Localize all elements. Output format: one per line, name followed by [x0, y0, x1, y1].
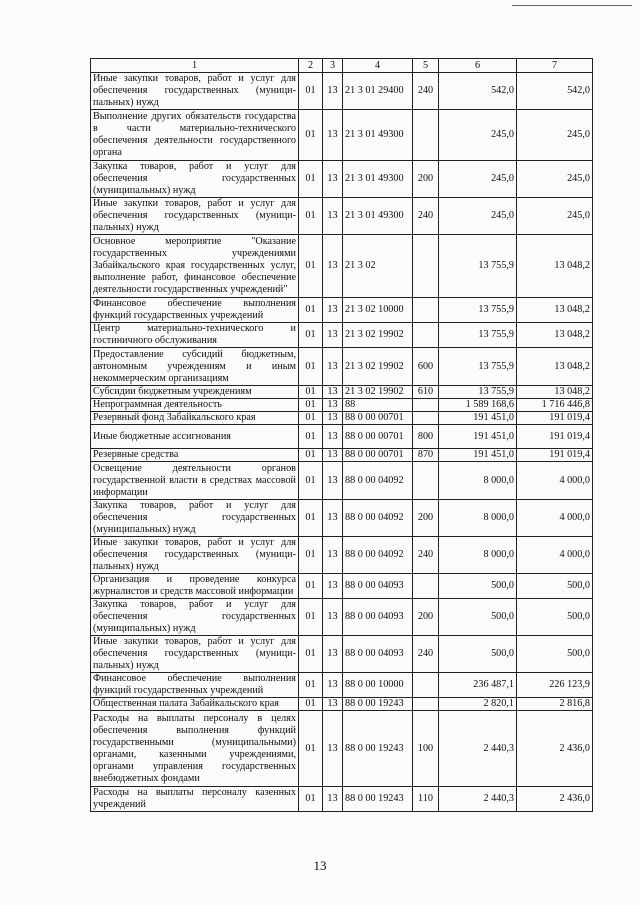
subsection-code-cell: 13	[323, 73, 343, 110]
amount-year1-cell: 500,0	[439, 599, 517, 636]
expense-type-cell	[413, 399, 439, 412]
target-article-cell: 88 0 00 04093	[343, 636, 413, 673]
target-article-cell: 88 0 00 19243	[343, 787, 413, 812]
table-header-row	[91, 59, 593, 73]
table-row	[91, 537, 593, 574]
section-code-cell: 01	[299, 462, 323, 500]
amount-year1-cell: 500,0	[439, 574, 517, 599]
target-article-cell: 88 0 00 00701	[343, 425, 413, 449]
expense-type-cell: 800	[413, 425, 439, 449]
amount-year1-cell: 191 451,0	[439, 425, 517, 449]
amount-year1-cell: 8 000,0	[439, 537, 517, 574]
amount-year1-cell: 191 451,0	[439, 412, 517, 425]
row-name-cell: Иные закупки товаров, работ и услуг для обеспечения государственных (муници-пальных) нужд	[91, 636, 299, 673]
header-cell: 1	[91, 59, 299, 73]
target-article-cell: 88 0 00 19243	[343, 711, 413, 787]
amount-year1-cell: 8 000,0	[439, 500, 517, 537]
amount-year1-cell: 245,0	[439, 198, 517, 235]
header-cell: 4	[343, 59, 413, 73]
amount-year1-cell: 542,0	[439, 73, 517, 110]
expense-type-cell: 200	[413, 161, 439, 198]
row-name-cell: Общественная палата Забайкальского края	[91, 698, 299, 711]
row-name-cell: Центр материально-технического и гостиничного обслуживания	[91, 323, 299, 348]
subsection-code-cell: 13	[323, 787, 343, 812]
table-row	[91, 298, 593, 323]
table-row	[91, 599, 593, 636]
target-article-cell: 21 3 02 19902	[343, 348, 413, 386]
section-code-cell: 01	[299, 161, 323, 198]
section-code-cell: 01	[299, 73, 323, 110]
target-article-cell: 21 3 02	[343, 235, 413, 298]
row-name-cell: Иные закупки товаров, работ и услуг для обеспечения государственных (муници-пальных) нужд	[91, 537, 299, 574]
subsection-code-cell: 13	[323, 298, 343, 323]
amount-year1-cell: 13 755,9	[439, 298, 517, 323]
subsection-code-cell: 13	[323, 235, 343, 298]
section-code-cell: 01	[299, 298, 323, 323]
expense-type-cell: 200	[413, 599, 439, 636]
amount-year2-cell: 4 000,0	[517, 500, 593, 537]
expense-type-cell	[413, 462, 439, 500]
expense-type-cell	[413, 673, 439, 698]
row-name-cell: Расходы на выплаты персоналу казенных учреждений	[91, 787, 299, 812]
expense-type-cell	[413, 412, 439, 425]
section-code-cell: 01	[299, 673, 323, 698]
table-row	[91, 673, 593, 698]
amount-year2-cell: 191 019,4	[517, 412, 593, 425]
amount-year2-cell: 2 436,0	[517, 787, 593, 812]
section-code-cell: 01	[299, 599, 323, 636]
amount-year1-cell: 1 589 168,6	[439, 399, 517, 412]
expense-type-cell: 870	[413, 449, 439, 462]
section-code-cell: 01	[299, 636, 323, 673]
amount-year1-cell: 13 755,9	[439, 323, 517, 348]
target-article-cell: 21 3 02 19902	[343, 323, 413, 348]
expense-type-cell: 240	[413, 198, 439, 235]
amount-year1-cell: 191 451,0	[439, 449, 517, 462]
table-row	[91, 711, 593, 787]
expense-type-cell	[413, 235, 439, 298]
amount-year2-cell: 226 123,9	[517, 673, 593, 698]
table-row	[91, 323, 593, 348]
row-name-cell: Субсидии бюджетным учреждениям	[91, 386, 299, 399]
budget-table	[90, 58, 593, 812]
amount-year1-cell: 2 440,3	[439, 787, 517, 812]
table-row	[91, 412, 593, 425]
section-code-cell: 01	[299, 574, 323, 599]
page-number: 13	[313, 858, 327, 873]
subsection-code-cell: 13	[323, 599, 343, 636]
row-name-cell: Основное мероприятие "Оказание государственных учреждениями Забайкальского края государственных услуг, выполнение работ, финансовое обеспечение деятельности государственных учреждений"	[91, 235, 299, 298]
section-code-cell: 01	[299, 386, 323, 399]
amount-year1-cell: 2 820,1	[439, 698, 517, 711]
target-article-cell: 88	[343, 399, 413, 412]
section-code-cell: 01	[299, 449, 323, 462]
target-article-cell: 21 3 01 29400	[343, 73, 413, 110]
section-code-cell: 01	[299, 500, 323, 537]
subsection-code-cell: 13	[323, 110, 343, 161]
section-code-cell: 01	[299, 711, 323, 787]
expense-type-cell: 100	[413, 711, 439, 787]
table-row	[91, 636, 593, 673]
expense-type-cell: 240	[413, 636, 439, 673]
target-article-cell: 88 0 00 04092	[343, 500, 413, 537]
target-article-cell: 88 0 00 04092	[343, 537, 413, 574]
subsection-code-cell: 13	[323, 673, 343, 698]
amount-year1-cell: 13 755,9	[439, 348, 517, 386]
target-article-cell: 21 3 02 10000	[343, 298, 413, 323]
expense-type-cell	[413, 298, 439, 323]
subsection-code-cell: 13	[323, 412, 343, 425]
target-article-cell: 88 0 00 04093	[343, 599, 413, 636]
section-code-cell: 01	[299, 235, 323, 298]
amount-year2-cell: 191 019,4	[517, 425, 593, 449]
table-row	[91, 698, 593, 711]
target-article-cell: 88 0 00 04092	[343, 462, 413, 500]
section-code-cell: 01	[299, 323, 323, 348]
expense-type-cell: 200	[413, 500, 439, 537]
amount-year2-cell: 500,0	[517, 599, 593, 636]
amount-year1-cell: 13 755,9	[439, 386, 517, 399]
table-row	[91, 161, 593, 198]
amount-year2-cell: 542,0	[517, 73, 593, 110]
expense-type-cell	[413, 574, 439, 599]
row-name-cell: Закупка товаров, работ и услуг для обеспечения государственных (муниципальных) нужд	[91, 500, 299, 537]
section-code-cell: 01	[299, 198, 323, 235]
amount-year2-cell: 500,0	[517, 636, 593, 673]
header-cell: 3	[323, 59, 343, 73]
table-row	[91, 500, 593, 537]
amount-year2-cell: 1 716 446,8	[517, 399, 593, 412]
header-cell: 6	[439, 59, 517, 73]
subsection-code-cell: 13	[323, 698, 343, 711]
subsection-code-cell: 13	[323, 711, 343, 787]
section-code-cell: 01	[299, 110, 323, 161]
expense-type-cell: 600	[413, 348, 439, 386]
row-name-cell: Организация и проведение конкурса журналистов и средств массовой информации	[91, 574, 299, 599]
table-row	[91, 449, 593, 462]
table-row	[91, 574, 593, 599]
row-name-cell: Иные закупки товаров, работ и услуг для обеспечения государственных (муници-пальных) нужд	[91, 73, 299, 110]
amount-year2-cell: 245,0	[517, 110, 593, 161]
subsection-code-cell: 13	[323, 574, 343, 599]
row-name-cell: Иные бюджетные ассигнования	[91, 425, 299, 449]
header-cell: 2	[299, 59, 323, 73]
expense-type-cell: 240	[413, 537, 439, 574]
row-name-cell: Освещение деятельности органов государственной власти в средствах массовой информации	[91, 462, 299, 500]
subsection-code-cell: 13	[323, 386, 343, 399]
amount-year2-cell: 13 048,2	[517, 348, 593, 386]
table-row	[91, 386, 593, 399]
amount-year1-cell: 8 000,0	[439, 462, 517, 500]
subsection-code-cell: 13	[323, 161, 343, 198]
row-name-cell: Закупка товаров, работ и услуг для обеспечения государственных (муниципальных) нужд	[91, 161, 299, 198]
amount-year2-cell: 191 019,4	[517, 449, 593, 462]
row-name-cell: Финансовое обеспечение выполнения функций государственных учреждений	[91, 673, 299, 698]
amount-year1-cell: 245,0	[439, 161, 517, 198]
table-row	[91, 787, 593, 812]
header-cell: 7	[517, 59, 593, 73]
subsection-code-cell: 13	[323, 198, 343, 235]
table-row	[91, 399, 593, 412]
row-name-cell: Финансовое обеспечение выполнения функций государственных учреждений	[91, 298, 299, 323]
section-code-cell: 01	[299, 425, 323, 449]
target-article-cell: 21 3 01 49300	[343, 161, 413, 198]
section-code-cell: 01	[299, 399, 323, 412]
target-article-cell: 88 0 00 00701	[343, 412, 413, 425]
target-article-cell: 21 3 01 49300	[343, 198, 413, 235]
subsection-code-cell: 13	[323, 323, 343, 348]
amount-year2-cell: 245,0	[517, 198, 593, 235]
table-row	[91, 198, 593, 235]
target-article-cell: 88 0 00 10000	[343, 673, 413, 698]
amount-year2-cell: 500,0	[517, 574, 593, 599]
subsection-code-cell: 13	[323, 537, 343, 574]
target-article-cell: 88 0 00 04093	[343, 574, 413, 599]
amount-year2-cell: 245,0	[517, 161, 593, 198]
amount-year1-cell: 500,0	[439, 636, 517, 673]
table-row	[91, 110, 593, 161]
table-row	[91, 73, 593, 110]
expense-type-cell: 110	[413, 787, 439, 812]
row-name-cell: Иные закупки товаров, работ и услуг для обеспечения государственных (муници-пальных) нужд	[91, 198, 299, 235]
header-cell: 5	[413, 59, 439, 73]
amount-year2-cell: 2 436,0	[517, 711, 593, 787]
row-name-cell: Выполнение других обязательств государства в части материально-технического обеспечения деятельности государственного органа	[91, 110, 299, 161]
expense-type-cell	[413, 698, 439, 711]
amount-year1-cell: 236 487,1	[439, 673, 517, 698]
subsection-code-cell: 13	[323, 425, 343, 449]
section-code-cell: 01	[299, 537, 323, 574]
target-article-cell: 21 3 02 19902	[343, 386, 413, 399]
table-body	[91, 73, 593, 812]
subsection-code-cell: 13	[323, 500, 343, 537]
target-article-cell: 21 3 01 49300	[343, 110, 413, 161]
amount-year1-cell: 2 440,3	[439, 711, 517, 787]
expense-type-cell: 240	[413, 73, 439, 110]
row-name-cell: Закупка товаров, работ и услуг для обеспечения государственных (муниципальных) нужд	[91, 599, 299, 636]
expense-type-cell: 610	[413, 386, 439, 399]
subsection-code-cell: 13	[323, 636, 343, 673]
table-row	[91, 462, 593, 500]
amount-year2-cell: 13 048,2	[517, 298, 593, 323]
target-article-cell: 88 0 00 19243	[343, 698, 413, 711]
table-row	[91, 348, 593, 386]
section-code-cell: 01	[299, 412, 323, 425]
amount-year2-cell: 4 000,0	[517, 537, 593, 574]
row-name-cell: Резервные средства	[91, 449, 299, 462]
section-code-cell: 01	[299, 698, 323, 711]
row-name-cell: Расходы на выплаты персоналу в целях обеспечения выполнения функций государственными (муниципальными) органами, казенными учреждениями, органами управления государственных внебюджетных фондами	[91, 711, 299, 787]
amount-year2-cell: 13 048,2	[517, 386, 593, 399]
subsection-code-cell: 13	[323, 348, 343, 386]
row-name-cell: Резервный фонд Забайкальского края	[91, 412, 299, 425]
amount-year1-cell: 13 755,9	[439, 235, 517, 298]
subsection-code-cell: 13	[323, 449, 343, 462]
target-article-cell: 88 0 00 00701	[343, 449, 413, 462]
amount-year2-cell: 4 000,0	[517, 462, 593, 500]
table-row	[91, 425, 593, 449]
amount-year2-cell: 13 048,2	[517, 235, 593, 298]
expense-type-cell	[413, 110, 439, 161]
amount-year2-cell: 13 048,2	[517, 323, 593, 348]
expense-type-cell	[413, 323, 439, 348]
row-name-cell: Непрограммная деятельность	[91, 399, 299, 412]
amount-year2-cell: 2 816,8	[517, 698, 593, 711]
amount-year1-cell: 245,0	[439, 110, 517, 161]
section-code-cell: 01	[299, 348, 323, 386]
row-name-cell: Предоставление субсидий бюджетным, автономным учреждениям и иным некоммерческим организациям	[91, 348, 299, 386]
top-rule	[512, 5, 632, 6]
subsection-code-cell: 13	[323, 399, 343, 412]
section-code-cell: 01	[299, 787, 323, 812]
table-row	[91, 235, 593, 298]
subsection-code-cell: 13	[323, 462, 343, 500]
